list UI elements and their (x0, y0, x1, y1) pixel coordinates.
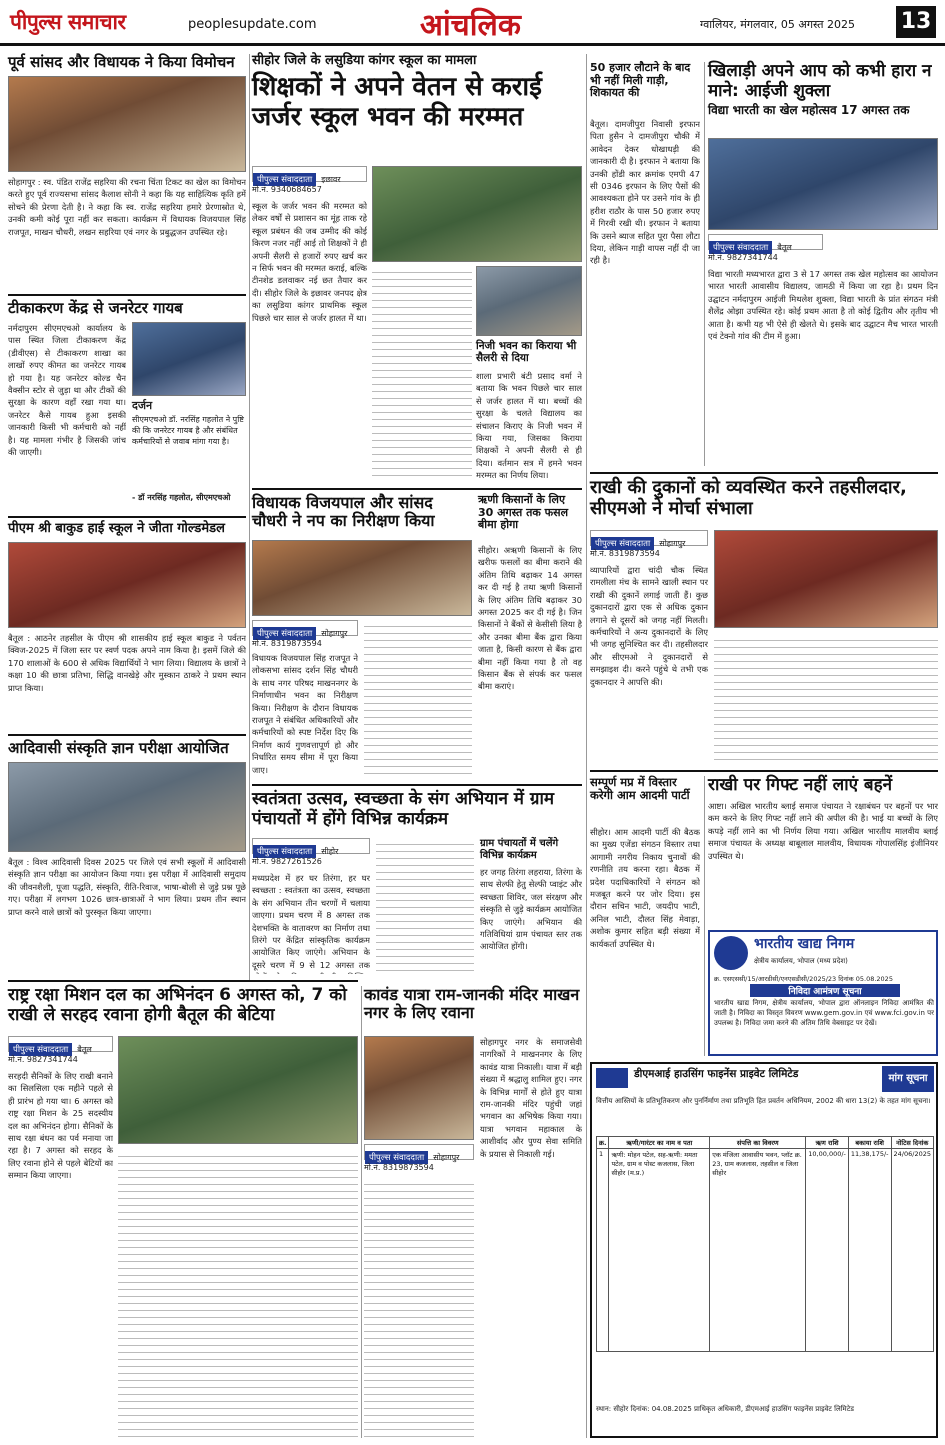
byline-box (252, 620, 358, 639)
byline-mobile: मो.नं. 8319873594 (364, 1163, 434, 1172)
byline-mobile: मो.नं. 8319873594 (252, 639, 322, 648)
divider (8, 980, 358, 982)
byline-box (364, 1144, 474, 1163)
headline: राष्ट्र रक्षा मिशन दल का अभिनंदन 6 अगस्त को, 7 को राखी ले सरहद रवाना होगी बैतूल की बेटिया (8, 985, 347, 1025)
quote-by: - डॉ नरसिंह गहलोत, सीएमएचओ (132, 493, 231, 502)
website-url[interactable]: peoplesupdate.com (188, 17, 317, 32)
col-header: ऋण राशि (806, 1137, 849, 1149)
photo-rakhi-girls (118, 1036, 358, 1144)
ad-subtitle: क्षेत्रीय कार्यालय, भोपाल (मध्य प्रदेश) (754, 957, 848, 965)
article-continuation (364, 620, 472, 778)
headline: सम्पूर्ण मप्र में विस्तार करेगी आम आदमी पार्टी (590, 775, 690, 803)
photo-inspection (252, 540, 472, 616)
headline: राखी पर गिफ्ट नहीं लाएं बहनें (708, 775, 893, 795)
side-headline: ग्राम पंचायतों में चलेंगे विभिन्न कार्यक्रम (480, 838, 559, 861)
photo-exam-hall (8, 762, 246, 852)
byline-place: इछावर (321, 175, 341, 184)
photo-school-repair (476, 266, 582, 336)
byline-mobile: मो.नं. 9827261526 (252, 857, 322, 866)
column-rule (704, 776, 705, 1056)
divider (590, 472, 938, 474)
article-body: व्यापारियों द्वारा चांदी चौक स्थित रामलीला मंच के सामने खाली स्थान पर राखी की दुकानें लगाई जाती हैं। कुछ दुकानदारों द्वारा एक से अधिक दुकान लगाने से दूसरों को जगह नहीं मिलती। कर्मचारियों ने अन्य दुकानदारों के लिए भी जगह सुनिश्चित कर दी। तहसीलदार और सीएमओ ने दुकानदारों से समझाइश दी। करने पहुंचे थे तभी एक दुकानदार ने आपत्ति की। (590, 565, 708, 687)
byline-mobile: मो.नं. 8319873594 (590, 549, 660, 558)
article-body: बैतूल : विश्व आदिवासी दिवस 2025 पर जिले एवं सभी स्कूलों में आदिवासी संस्कृति ज्ञान परीक्षा का आयोजन किया गया। इस परीक्षा में आदिवासी समुदाय की जीवनशैली, पूजा पद्धति, संस्कृति, रीति-रिवाज, भाषा-बोली से जुड़े प्रश्न पूछे गए। परीक्षा में लगभग 1026 छात्र-छात्राओं ने भाग लिया। प्रथम तीन स्थान प्राप्त करने वाले छात्रों को पुरस्कृत किया जाएगा। (8, 857, 246, 917)
byline-mobile: मो.नं. 9827341744 (708, 253, 778, 262)
article-continuation (376, 838, 474, 974)
byline-place: बैतूल (77, 1045, 92, 1054)
col-header: बकाया राशि (848, 1137, 891, 1149)
byline-box (590, 530, 708, 549)
article-generator (8, 300, 246, 317)
ad-table-wrap (596, 1136, 934, 1352)
article-inspection (252, 494, 472, 531)
sidebar-rent (476, 340, 582, 364)
ad-body: भारतीय खाद्य निगम, क्षेत्रीय कार्यालय, भोपाल द्वारा ऑनलाइन निविदा आमंत्रित की जाती है। निविदा का विस्तृत विवरण www.gem.gov.in एवं www.fci.gov.in पर उपलब्ध है। निविदा जमा करने की अंतिम तिथि वेबसाइट पर देखें। (714, 999, 934, 1027)
newspaper-brand: पीपुल्स समाचार (10, 10, 126, 34)
side-headline: निजी भवन का किराया भी सैलरी से दिया (476, 340, 577, 365)
headline: विधायक विजयपाल और सांसद चौधरी ने नप का निरीक्षण किया (252, 493, 435, 531)
ad-lead: वित्तीय आस्तियों के प्रतिभूतिकरण और पुनर्निर्माण तथा प्रतिभूति हित प्रवर्तन अधिनियम, 2002 की धारा 13(2) के तहत मांग सूचना। (596, 1097, 931, 1105)
ad-notice: निविदा आमंत्रण सूचना (750, 984, 900, 997)
headline: राखी की दुकानों को व्यवस्थित करने तहसीलदार, सीएमओ ने मोर्चा संभाला (590, 477, 907, 519)
byline: पीपुल्स संवाददाता (253, 173, 316, 186)
article-khel-mahotsav (708, 62, 938, 118)
byline: पीपुल्स संवाददाता (365, 1151, 428, 1164)
article-body: सीहोर। आम आदमी पार्टी की बैठक का मुख्य एजेंडा संगठन विस्तार तथा आगामी नगरीय निकाय चुनावों की रणनीति तय करना रहा। बैठक में प्रदेश पदाधिकारियों ने संगठन को मजबूत करने पर जोर दिया। इस दौरान सचिन भाटी, जयदीप भाटी, अनिल भाटी, दौलत सिंह मेवाड़ा, अशोक कुमार सहित बड़ी संख्या में कार्यकर्ता उपस्थित थे। (590, 827, 700, 949)
ad-company: डीएमआई हाउसिंग फाइनेंस प्राइवेट लिमिटेड (634, 1068, 799, 1080)
side-body: हर जगह तिरंगा लहराया, तिरंगा के साथ सेल्फी हेतु सेल्फी प्वाइंट और स्वच्छता शिविर, जल संरक्षण और संस्कृति से जुड़े कार्यक्रम आयोजित किए जाएंगे। अभियान की गतिविधियां ग्राम पंचायत स्तर तक आयोजित होंगी। (480, 867, 582, 952)
table-cell: एक मंजिला आवासीय भवन, प्लॉट क्र. 23, ग्राम कजलास, तहसील व जिला सीहोर (710, 1149, 806, 1352)
article-gift (708, 776, 938, 796)
table-cell: 24/06/2025 (891, 1149, 933, 1352)
photo-sports-team (708, 138, 938, 230)
side-body: शाला प्रभारी बंटी प्रसाद वर्मा ने बताया कि भवन पिछले चार साल से जर्जर हालत में था। बच्चों की सुरक्षा के चलते विद्यालय का संचालन किराए के निजी भवन में किया गया, जिसका किराया शिक्षकों ने अपनी सैलरी से ही दिया। वर्तमान सत्र में हमने भवन मरम्मत का निर्णय लिया। (476, 371, 582, 481)
headline: आदिवासी संस्कृति ज्ञान परीक्षा आयोजित (8, 739, 229, 757)
byline-box (252, 166, 367, 185)
article-rakhi-mission (8, 986, 358, 1025)
article-goldmedal (8, 522, 246, 537)
demand-table (596, 1136, 934, 1352)
kicker: सीहोर जिले के लसुडिया कांगर स्कूल का मामला (252, 53, 477, 68)
article-body: मध्यप्रदेश में हर घर तिरंगा, हर घर स्वच्छता : स्वतंत्रता का उत्सव, स्वच्छता के संग अभियान तीन चरणों में चलाया जाएगा। प्रथम चरण में 8 अगस्त तक देशभक्ति के वातावरण का निर्माण तथा तिरंगे पर केंद्रित सांस्कृतिक कार्यक्रम आयोजित किए जाएंगे। अभियान के दूसरे चरण में 9 से 12 अगस्त तक (252, 873, 370, 970)
byline: पीपुल्स संवाददाता (9, 1043, 72, 1056)
officer-quote: सीएमएचओ डॉ. नरसिंह गहलोत ने पुष्टि की कि जनरेटर गायब है और संबंधित कर्मचारियों से जवाब मांगा गया है। (132, 415, 244, 446)
ad-dmi-demand-notice (590, 1062, 938, 1438)
divider (8, 734, 246, 736)
byline-mobile: मो.नं. 9827341744 (8, 1055, 78, 1064)
article-vimochan (8, 54, 246, 71)
article-swachhta (252, 790, 582, 829)
divider (8, 294, 246, 296)
byline-box (708, 234, 823, 253)
article-body: बैतूल। दामजीपुरा निवासी इरफान पिता हुसैन ने दामजीपुरा चौकी में आवेदन देकर धोखाधड़ी की जानकारी दी है। इरफान ने बताया कि उनकी होंडी कार क्रमांक एमपी 47 सी 0346 इरफान के लिए पैसों की आवश्यकता होने पर उसने गांव के ही हरीश राठौर के पास 50 हजार रुपए में गिरवी रखी थी। इरफान ने बताया कि उसने ब्याज सहित पूरा पैसा लौटा दिया, लेकिन गाड़ी वापस नहीं दी जा रही है। (590, 119, 700, 266)
article-body: बैतूल : आठनेर तहसील के पीएम श्री शासकीय हाई स्कूल बाकुड ने पर्वतन क्विज-2025 में जिला स्तर पर स्वर्ण पदक अपने नाम किया है। इसमें जिले की 170 शालाओं के 600 से अधिक विद्यार्थियों ने भाग लिया। विद्यालय के छात्रों ने कक्षा 10 की छात्रा प्रतिभा, सिद्धि वानखेड़े और मुस्कान ठाकरे ने प्रथम स्थान प्राप्त किया। (8, 633, 246, 693)
ad-title: भारतीय खाद्य निगम (754, 936, 855, 952)
dmi-logo-icon (596, 1068, 628, 1088)
byline-box (252, 838, 370, 857)
column-rule (586, 54, 587, 1438)
table-cell: 1 (597, 1149, 609, 1352)
article-continuation (714, 634, 938, 764)
article-body: स्कूल के जर्जर भवन की मरम्मत को लेकर वर्षों से प्रशासन का मूंह ताक रहे स्कूल प्रबंधन की जब उम्मीद की कोई किरण नजर नहीं आई तो शिक्षकों ने ही अपनी सैलरी से हजारों रुपए खर्च कर न सिर्फ भवन की मरम्मत कराई, बल्कि टीनशेड डलवाकर नई छत तैयार कर दी। सीहोर जिले के इछावर जनपद क्षेत्र का लसुडिया कांगर प्राथमिक स्कूल पिछले चार साल से जर्जर हालत में था। (252, 201, 367, 323)
photo-book-launch (8, 76, 246, 172)
article-body: सोहागपुर : स्व. पंडित राजेंद्र सहरिया की रचना चिंता टिकट का खेल का विमोचन करते हुए पूर्व राज्यसभा सांसद कैलाश सोनी ने कहा कि यह साहित्यिक कृति हमें सोचने की प्रेरणा देती है। ने कहा कि स्व. राजेंद्र सहरिया हमारे प्रेरणास्रोत थे, उनकी कमी कोई पूरा नहीं कर सकता। कार्यक्रम में विधायक विजयपाल सिंह राजपूत, माखन चौधरी, लखन सहरिया एवं नगर के प्रबुद्धजन उपस्थित रहे। (8, 177, 246, 237)
article-teachers-repair (252, 54, 582, 133)
byline: पीपुल्स संवाददाता (253, 627, 316, 640)
byline-mobile: मो.नं. 9340684657 (252, 185, 322, 194)
table-cell: 10,00,000/- (806, 1149, 849, 1352)
table-cell: 11,38,175/- (848, 1149, 891, 1352)
headline: टीकाकरण केंद्र से जनरेटर गायब (8, 299, 183, 317)
col-header: नोटिस दिनांक (891, 1137, 933, 1149)
dateline: ग्वालियर, मंगलवार, 05 अगस्त 2025 (700, 18, 856, 31)
photo-students-medal (8, 542, 246, 628)
article-continuation (118, 1150, 358, 1438)
fci-logo-icon (714, 936, 748, 970)
article-body: सीहोर। अऋणी किसानों के लिए खरीफ फसलों का बीमा कराने की अंतिम तिथि बढ़ाकर 14 अगस्त कर दी गई है तथा ऋणी किसानों के लिए अंतिम तिथि बढ़ाकर 30 अगस्त 2025 कर दी गई है। जिन किसानों ने बैंकों से केसीसी लिया है और उनका बीमा बैंक द्वारा किया जाता है, किसी कारण से बैंक द्वारा बीमा नहीं किया गया है तो वह किसान बैंक से संपर्क कर फसल बीमा कराएं। (478, 545, 582, 692)
headline: पीएम श्री बाकुड हाई स्कूल ने जीता गोल्डमेडल (8, 521, 225, 536)
divider (8, 516, 246, 518)
headline: खिलाड़ी अपने आप को कभी हारा न माने: आईजी शुक्ला (708, 61, 932, 101)
article-continuation (372, 266, 472, 482)
byline-place: सोहागपुर (321, 629, 348, 638)
subhead: विद्या भारती का खेल महोत्सव 17 अगस्त तक (708, 103, 910, 118)
byline-place: सोहागपुर (659, 539, 686, 548)
byline-place: बैतूल (777, 243, 792, 252)
byline-place: सीहोर (321, 847, 339, 856)
byline-box (8, 1036, 113, 1055)
photo-rakhi-market (714, 530, 938, 628)
byline: पीपुल्स संवाददाता (591, 537, 654, 550)
article-rakhi-shops (590, 478, 938, 519)
divider (252, 784, 582, 786)
col-header: संपत्ति का विवरण (710, 1137, 806, 1149)
byline: पीपुल्स संवाददाता (709, 241, 772, 254)
article-kanwad-yatra (364, 986, 582, 1023)
photo-kanwad-yatra (364, 1036, 474, 1140)
table-row (597, 1149, 934, 1352)
article-body: विधायक विजयपाल सिंह राजपूत ने लोकसभा सांसद दर्शन सिंह चौधरी के साथ नगर परिषद माखननगर के निर्माणाधीन भवन का निरीक्षण किया। निरीक्षण के दौरान विधायक राजपूत ने संबंधित अधिकारियों और कर्मचारियों को स्पष्ट निर्देश दिए कि निर्माण कार्य गुणवत्तापूर्ण हो और निर्धारित समय सीमा में पूरा किया जाए। (252, 653, 358, 775)
photo-vaccination-centre (132, 322, 246, 396)
photo-school-building (372, 166, 582, 262)
kicker: 50 हजार लौटाने के बाद भी नहीं मिली गाड़ी, शिकायत की (590, 61, 691, 100)
article-body: सरहदी सैनिकों के लिए राखी बनाने का सिलसिला एक महीने पहले से ही प्रारंभ हो गया था। 6 अगस्त को राष्ट्र रक्षा मिशन के 25 सदस्यीय दल का अभिनंदन होगा। सैनिकों के साथ रक्षा बंधन का पर्व मनाया जा रहा है। 7 अगस्त को सरहद के लिए रवाना होने से पहले बेटियों का सम्मान किया जाएगा। (8, 1071, 113, 1181)
article-body: विद्या भारती मध्यभारत द्वारा 3 से 17 अगस्त तक खेल महोत्सव का आयोजन भारत भारती आवासीय विद्यालय, जामठी में किया जा रहा है। प्रथम दिन उद्घाटन नर्मदापुरम आईजी मिथलेश शुक्ला, विद्या भारती के प्रांत संगठन मंत्री शैलेंद्र ओझा उपस्थित रहे। कोई प्रथम आता है तो कोई द्वितीय और तृतीय भी आता है। कभी यह भी ऐसे ही खेलते थे। इसके बाद उद्घाटन मैच भारत भारती एवं टेक्नो गांव की टीम में हुआ। (708, 269, 938, 342)
ad-footer: स्थान: सीहोर दिनांक: 04.08.2025 प्राधिकृत अधिकारी, डीएमआई हाउसिंग फाइनेंस प्राइवेट लिमिटेड (596, 1405, 854, 1413)
article-crop-insurance (478, 494, 582, 532)
article-adivasi-exam (8, 740, 246, 757)
divider (590, 770, 938, 772)
column-rule (249, 54, 250, 980)
ad-ref: क्र. एसएससी/15/आरडीसी/एनएसडीसी/2025/23 दिनांक 05.08.2025 (714, 975, 893, 983)
photo-tag: दर्जन (132, 399, 153, 412)
article-body: सोहागपुर नगर के समाजसेवी नागरिकों ने माखननगर के लिए कावंड यात्रा निकाली। यात्रा में बड़ी संख्या में श्रद्धालु शामिल हुए। नगर के विभिन्न मार्गों से होते हुए यात्रा राम-जानकी मंदिर पहुंची जहां भगवान का अभिषेक किया गया। यात्रा भगवान महाकाल के आशीर्वाद और पुण्य सेवा समिति के प्रयास से निकाली गई। (480, 1037, 582, 1159)
headline: शिक्षकों ने अपने वेतन से कराई जर्जर स्कूल भवन की मरम्मत (252, 71, 542, 132)
col-header: क्र. (597, 1137, 609, 1149)
divider (252, 488, 582, 490)
ad-tag: मांग सूचना (882, 1066, 934, 1092)
article-body: नर्मदापुरम सीएमएचओ कार्यालय के पास स्थित जिला टीकाकरण केंद्र (डीवीएस) से टीकाकरण शाखा का लाखों रुपए कीमत का जनरेटर गायब हो गया है। यह जनरेटर कोल्ड चैन वैक्सीन स्टोर से जुड़ा था और टीकों की सुरक्षा के कारण वहाँ रखा गया था। जनरेटर कैसे गायब हुआ इसकी जानकारी किसी भी कर्मचारी को नहीं है। यह मामला गंभीर है जिसकी जांच की जाएगी। (8, 323, 126, 458)
headline: ऋणी किसानों के लिए 30 अगस्त तक फसल बीमा होगा (478, 493, 569, 532)
table-cell: ऋणी: मोहन पटेल, सह-ऋणी: ममता पटेल, ग्राम व पोस्ट कजलास, जिला सीहोर (म.प्र.) (609, 1149, 710, 1352)
article-continuation (364, 1178, 474, 1438)
headline: कावंड यात्रा राम-जानकी मंदिर माखन नगर के लिए रवाना (364, 985, 580, 1023)
article-body: आष्टा। अखिल भारतीय ब्लाई समाज पंचायत ने रक्षाबंधन पर बहनों पर भार कम करने के लिए गिफ्ट नहीं लाने की अपील की है। भाई या बच्चों के लिए कपड़े नहीं लाने का भी निर्णय लिया गया। अखिल भारतीय मालवीय ब्लाई समाज पंचायत के अध्यक्ष बाबूलाल मालवीय, विधायक गोपालसिंह इंजीनियर उपस्थित थे। (708, 801, 938, 861)
col-header: ऋणी/गारंटर का नाम व पता (609, 1137, 710, 1149)
byline-place: सोहागपुर (433, 1153, 460, 1162)
column-rule (361, 986, 362, 1438)
article-car-complaint (590, 62, 700, 100)
page-number: 13 (896, 6, 936, 38)
article-aap (590, 776, 700, 802)
masthead (0, 0, 945, 46)
byline: पीपुल्स संवाददाता (253, 845, 316, 858)
ad-fci-tender (708, 930, 938, 1056)
headline: स्वतंत्रता उत्सव, स्वच्छता के संग अभियान में ग्राम पंचायतों में होंगे विभिन्न कार्यक्रम (252, 789, 555, 829)
section-title: आंचलिक (420, 8, 521, 43)
column-rule (704, 62, 705, 466)
headline: पूर्व सांसद और विधायक ने किया विमोचन (8, 53, 235, 71)
sidebar-panchayat (480, 838, 582, 861)
